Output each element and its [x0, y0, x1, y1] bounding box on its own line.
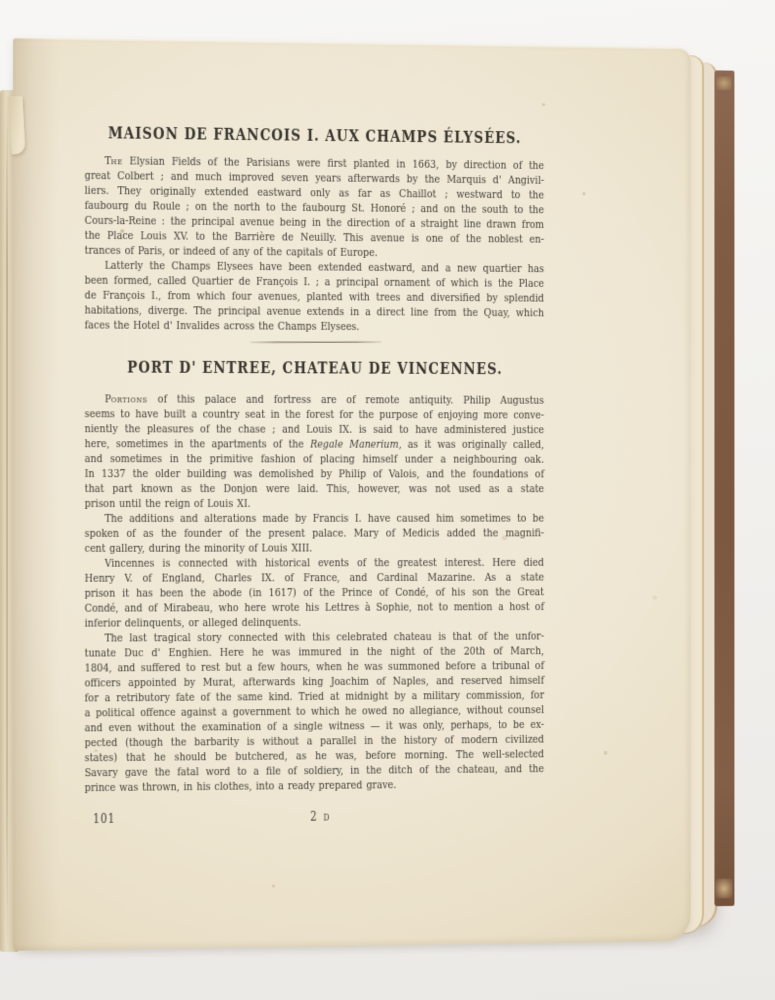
- text-line: spoken of as the founder of the present palace. Mary of Medicis added the magnifi-: [84, 525, 545, 540]
- text-line: Portions of this palace and fortress are of remote antiquity. Philip Augustus: [104, 391, 545, 407]
- signature-mark: 2 d: [310, 808, 330, 824]
- text-line: niently the pleasures of the chase ; and Louis IX. is said to have administered justice: [84, 421, 545, 437]
- paragraph: [85, 555, 544, 631]
- text-line: and even without the examination of a single witness — it was only, perhaps, to be ex-: [84, 717, 545, 735]
- text-line: for a retributory fate of the same kind. Tried at midnight by a military commission, for: [84, 687, 545, 705]
- section-heading: PORT D' ENTREE, CHATEAU DE VINCENNES.: [127, 357, 503, 379]
- paragraph: [85, 391, 544, 511]
- text-line: a political offence against a government to which he owed no allegiance, without counsel: [84, 702, 545, 720]
- text-line: and sometimes in the primitive fashion of placing himself under a neighbouring oak.: [84, 451, 545, 466]
- gutter-shadow: [13, 38, 59, 951]
- text-line: officers appointed by Murat, afterwards king Joachim of Naples, and reserved himself: [84, 672, 545, 690]
- text-line: Cours-la-Reine : the principal avenue being in the direction of a straight line drawn from: [84, 212, 545, 231]
- text-line: pected (though the barbarity is without a parallel in the history of modern civilized: [84, 731, 545, 750]
- text-line: that part known as the Donjon were laid. This, however, was not used as a state: [84, 481, 545, 496]
- text-line: cent gallery, during the minority of Louis XIII.: [84, 540, 313, 555]
- cover-fray-bottom: [715, 879, 732, 899]
- text-line: In 1337 the older building was demolished by Philip of Valois, and the foundations of: [84, 466, 545, 481]
- text-line: The additions and alterations made by Francis I. have caused him sometimes to be: [104, 510, 545, 525]
- foxing-spot: [604, 751, 608, 755]
- text-line: prison it has been the abode (in 1617) of the Prince of Condé, of his son the Great: [84, 584, 545, 600]
- cover-fray-top: [716, 76, 731, 90]
- text-line: The Elysian Fields of the Parisians were first planted in 1663, by direction of the: [104, 153, 545, 172]
- text-line: inferior delinquents, or alleged delinquents.: [84, 614, 301, 630]
- text-line: Vincennes is connected with historical events of the greatest interest. Here died: [104, 554, 545, 570]
- foxing-spot: [652, 596, 657, 600]
- section-divider: [250, 342, 381, 343]
- text-line: the Place Louis XV. to the Barrière de Neuilly. This avenue is one of the noblest en-: [84, 227, 545, 246]
- text-line: trances of Paris, or indeed of any of the capitals of Europe.: [84, 242, 378, 260]
- section: [85, 123, 544, 335]
- text-block: [85, 123, 544, 827]
- text-line: great Colbert ; and much improved seven years afterwards by the Marquis d' Angivil-: [84, 167, 545, 187]
- text-line: prince was thrown, in his clothes, into a ready prepared grave.: [84, 777, 397, 795]
- foxing-spot: [272, 884, 275, 887]
- book-page: [13, 37, 691, 951]
- text-line: Henry V. of England, Charles IX. of France, and Cardinal Mazarine. As a state: [84, 569, 545, 585]
- text-line: Condé, and of Mirabeau, who here wrote his Lettres à Sophie, not to mention a host of: [84, 599, 545, 615]
- text-line: habitations, diverge. The principal avenue extends in a direct line from the Quay, which: [84, 302, 545, 320]
- text-line: prison until the reign of Louis XI.: [84, 496, 251, 510]
- text-line: states) that he should be butchered, as he was, before morning. The well-selected: [84, 746, 545, 765]
- text-line: 1804, and suffered to rest but a few hours, when he was summoned before a tribunal of: [84, 658, 545, 675]
- text-line: tunate Duc d' Enghien. Here he was immured in the night of the 20th of March,: [84, 643, 545, 660]
- section-heading: MAISON DE FRANCOIS I. AUX CHAMPS ÉLYSÉES.: [108, 123, 522, 148]
- paragraph: [85, 258, 544, 335]
- text-line: Savary gave the fatal word to a file of soldiery, in the ditch of the chateau, and the: [84, 761, 545, 780]
- paragraph: [85, 153, 544, 261]
- text-line: Latterly the Champs Elysees have been extended eastward, and a new quartier has: [104, 257, 545, 276]
- text-line: The last tragical story connected with this celebrated chateau is that of the unfor-: [104, 628, 545, 645]
- text-line: faces the Hotel d' Invalides across the Champs Elysees.: [84, 317, 360, 334]
- section: [85, 340, 544, 795]
- text-line: faubourg du Roule ; on the north to the faubourg St. Honoré ; and on the south to the: [84, 197, 545, 217]
- text-line: here, sometimes in the apartments of the Regale Manerium, as it was originally called,: [84, 436, 545, 451]
- paragraph: [85, 629, 544, 796]
- spine-crease: [6, 95, 8, 945]
- page-corner-curl: [8, 96, 25, 154]
- text-line: been formed, called Quartier de François I. ; a principal ornament of which is the Place: [84, 272, 545, 290]
- foxing-spot: [542, 103, 545, 106]
- foxing-spot: [583, 192, 586, 195]
- text-line: liers. They originally extended eastward only as far as Chaillot ; westward to the: [84, 182, 545, 202]
- book-cover-edge: [714, 70, 734, 906]
- text-line: seems to have built a country seat in the forest for the purpose of enjoying more conve-: [84, 406, 545, 422]
- text-line: de François I., from which four avenues, planted with trees and diversified by splendid: [84, 287, 545, 305]
- paragraph: [85, 511, 544, 556]
- page-footer: [85, 806, 544, 827]
- page-number: 101: [92, 810, 116, 826]
